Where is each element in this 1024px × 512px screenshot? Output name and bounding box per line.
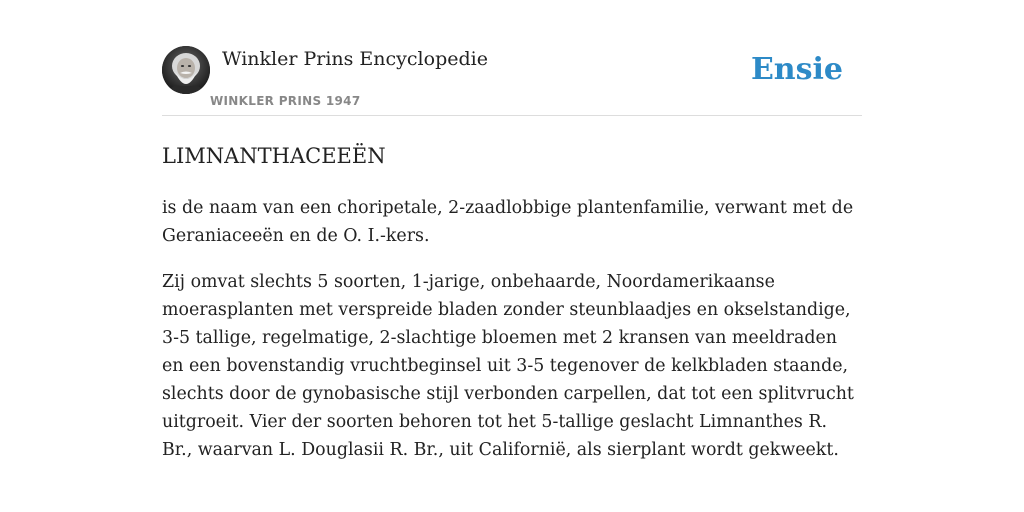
entry-paragraph: Zij omvat slechts 5 soorten, 1-jarige, onbehaarde, Noordamerikaanse moerasplanten met verspreide bladen zonder steunblaadjes en okselstandige, 3-5 tallige, regelmatige, 2-slachtige bloemen met 2 kransen van meeldraden en een bovenstandig vruchtbeginsel uit 3-5 tegenover de kelkbladen staande, slechts door de gynobasische stijl verbonden carpellen, dat tot een splitvrucht uitgroeit. Vier der soorten behoren tot het 5-tallige geslacht Limnanthes R. Br., waarvan L. Douglasii R. Br., uit Californië, als sierplant wordt gekweekt. <box>162 272 854 460</box>
ensie-logo-link[interactable]: Ensie <box>750 52 843 87</box>
avatar[interactable] <box>162 46 210 94</box>
header <box>162 46 862 116</box>
portrait-photo-icon <box>162 46 210 94</box>
source-title[interactable]: Winkler Prins Encyclopedie <box>222 48 488 70</box>
entry-body <box>162 194 862 464</box>
entry-paragraph: is de naam van een choripetale, 2-zaadlobbige plantenfamilie, verwant met de Geraniaceeën en de O. I.-kers. <box>162 198 854 246</box>
source-subtitle[interactable]: WINKLER PRINS 1947 <box>210 94 361 108</box>
entry-title: LIMNANTHACEEËN <box>162 144 386 168</box>
page <box>162 0 862 464</box>
